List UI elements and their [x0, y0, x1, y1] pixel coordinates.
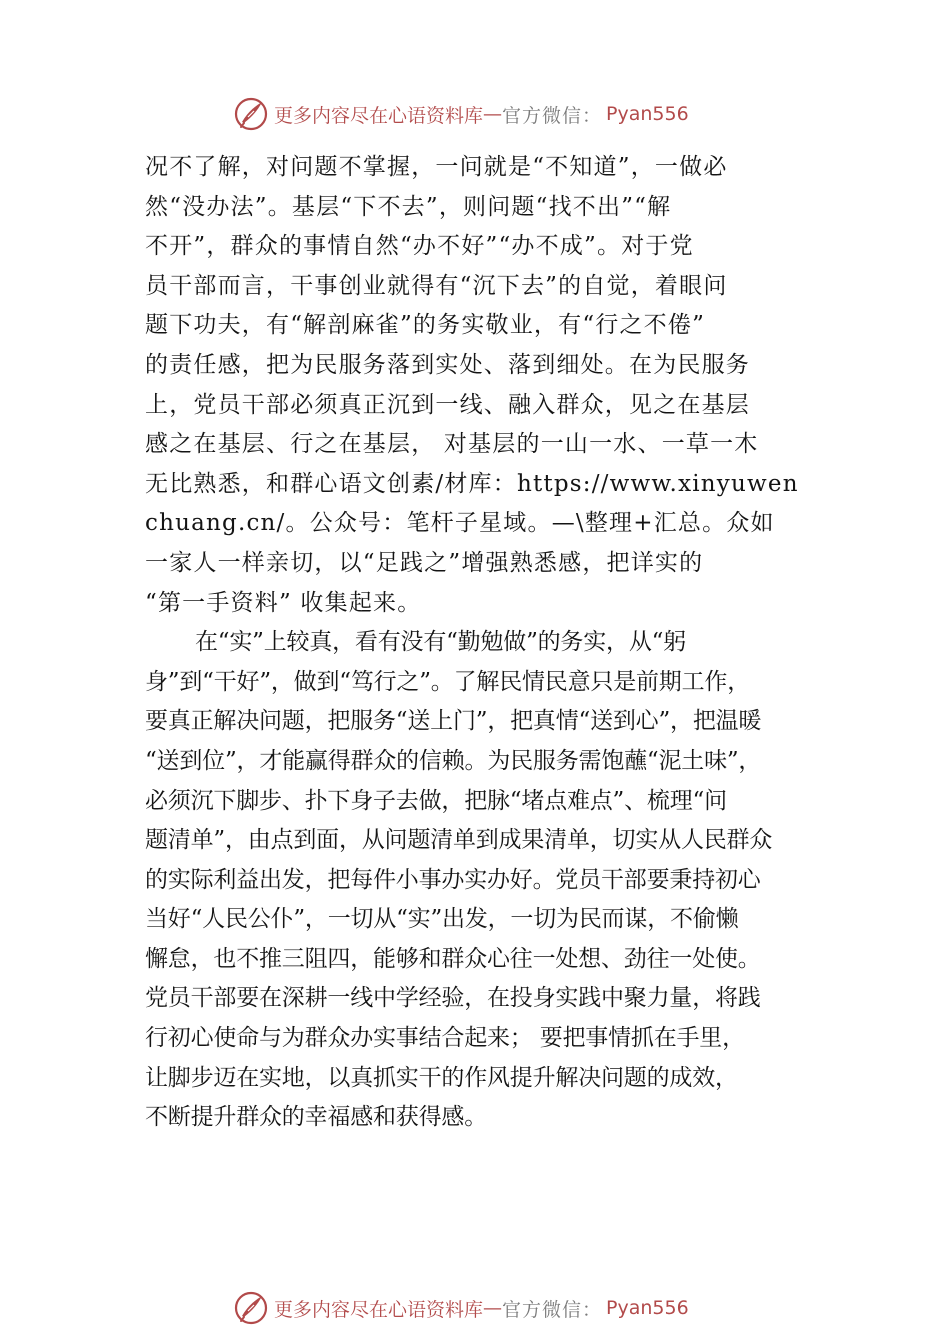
text-line: 题下功夫，有“解剖麻雀”的务实敬业，有“行之不倦” — [145, 312, 706, 339]
text-line: 然“没办法”。基层“下不去”，则问题“找不出”“解 — [145, 193, 672, 220]
footer-banner — [232, 1288, 752, 1328]
text-line: 行初心使命与为群众办实事结合起来； 要把事情抓在手里， — [145, 1025, 745, 1052]
text-line: 当好“人民公仆”，一切从“实”出发，一切为民而谋，不偷懒 — [145, 906, 739, 933]
footer-wechat-id: Pyan556 — [606, 1297, 689, 1319]
text-line: 让脚步迈在实地，以真抓实干的作风提升解决问题的成效， — [145, 1064, 738, 1091]
text-line: 无比熟悉，和群心语文创素/材库：https://www.xinyuwen — [145, 470, 799, 497]
text-line: 题清单”，由点到面，从问题清单到成果清单，切实从人民群众 — [145, 827, 773, 854]
text-line: 在“实”上较真，看有没有“勤勉做”的务实，从“躬 — [195, 629, 686, 656]
text-line: “第一手资料” 收集起来。 — [145, 589, 422, 616]
text-line: 党员干部要在深耕一线中学经验，在投身实践中聚力量，将践 — [145, 985, 761, 1012]
document-body — [145, 148, 825, 1138]
header-banner — [232, 94, 752, 134]
text-line: 上，党员干部必须真正沉到一线、融入群众，见之在基层 — [145, 391, 750, 418]
text-line: 的实际利益出发，把每件小事办实办好。党员干部要秉持初心 — [145, 866, 761, 893]
text-line: 身”到“干好”，做到“笃行之”。了解民情民意只是前期工作， — [145, 668, 750, 695]
quill-pen-circle-icon — [232, 95, 270, 133]
quill-pen-circle-icon — [232, 1289, 270, 1327]
text-line: 不开”，群众的事情自然“办不好”“办不成”。对于党 — [145, 233, 694, 260]
text-line: 况不了解，对问题不掌握，一问就是“不知道”，一做必 — [145, 154, 728, 180]
header-wechat-label: 官方微信： — [502, 104, 603, 127]
text-line: 懈怠，也不推三阻四，能够和群众心往一处想、劲往一处使。 — [145, 945, 761, 972]
footer-wechat-label: 官方微信： — [502, 1298, 603, 1321]
text-line: chuang.cn/。公众号：笔杆子星域。—\整理+汇总。众如 — [145, 510, 775, 537]
text-line: 感之在基层、行之在基层， 对基层的一山一水、一草一木 — [145, 431, 759, 458]
text-line: 不断提升群众的幸福感和获得感。 — [145, 1104, 488, 1131]
footer-separator: — — [483, 1297, 503, 1319]
text-line: 的责任感，把为民服务落到实处、落到细处。在为民服务 — [145, 351, 750, 378]
text-line: 必须沉下脚步、扑下身子去做，把脉“堵点难点”、梳理“问 — [145, 787, 727, 814]
header-brand-text: 更多内容尽在心语资料库 — [274, 104, 484, 127]
header-wechat-id: Pyan556 — [606, 103, 689, 125]
text-line: 员干部而言，干事创业就得有“沉下去”的自觉，着眼问 — [145, 272, 728, 299]
text-line: 要真正解决问题，把服务“送上门”，把真情“送到心”，把温暖 — [145, 708, 762, 735]
footer-brand-text: 更多内容尽在心语资料库 — [274, 1298, 484, 1321]
paragraph-1 — [145, 148, 825, 623]
paragraph-2 — [145, 623, 825, 1138]
header-separator: — — [483, 103, 503, 125]
text-line: “送到位”，才能赢得群众的信赖。为民服务需饱蘸“泥土味”， — [145, 747, 762, 774]
text-line: 一家人一样亲切，以“足践之”增强熟悉感，把详实的 — [145, 549, 704, 576]
